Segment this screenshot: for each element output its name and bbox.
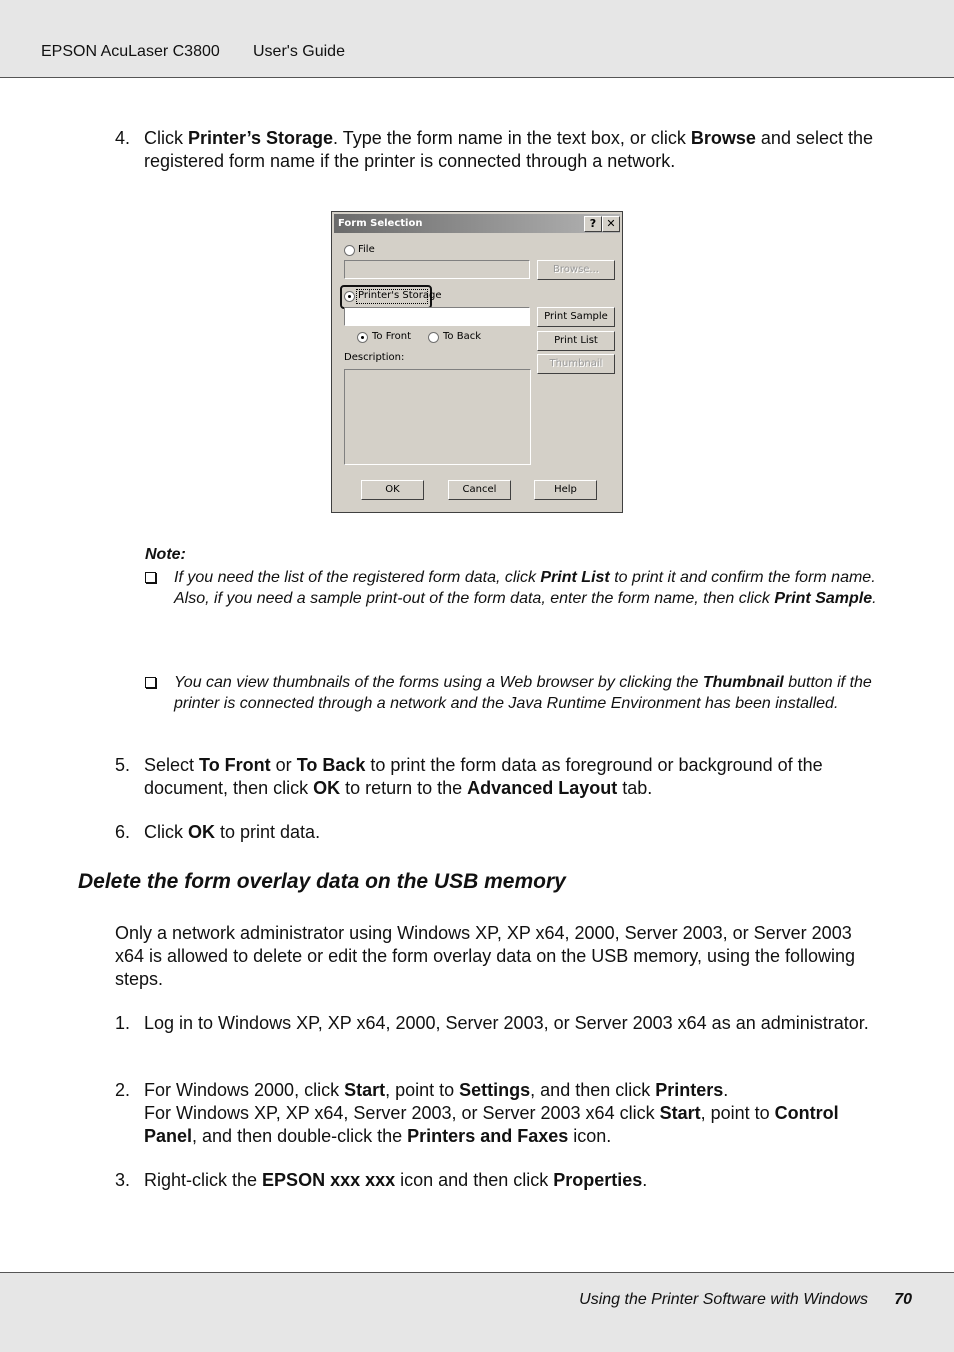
print-sample-button[interactable]: Print Sample — [537, 307, 615, 327]
note-text: If you need the list of the registered form data, click Print List to print it and confirm the form name. Also, if you need a sample print-out of the form data, enter the form name, then click Print Sample. — [174, 569, 877, 607]
bold-term: Control Panel — [144, 1103, 839, 1146]
step-number: 1. — [115, 1013, 131, 1033]
bold-term: OK — [313, 778, 341, 798]
step-text: Select To Front or To Back to print the form data as foreground or background of the document, then click OK to return to the Advanced Layout tab. — [144, 755, 823, 798]
file-radio[interactable] — [344, 245, 355, 256]
step-number: 6. — [115, 822, 131, 842]
bold-term: Advanced Layout — [467, 778, 618, 798]
printers-storage-label: Printer's Storage — [358, 290, 442, 301]
description-label: Description: — [344, 352, 405, 363]
step-text: For Windows 2000, click Start, point to Settings, and then click Printers. For Windows XP, XP x64, Server 2003, or Server 2003 x64 click Start, point to Control Panel, and then double-click the Printers and Faxes icon. — [144, 1080, 839, 1146]
description-area[interactable] — [344, 369, 531, 465]
step-text: Right-click the EPSON xxx xxx icon and then click Properties. — [144, 1170, 648, 1190]
bold-term: Start — [344, 1080, 386, 1100]
bold-term: Print List — [540, 569, 610, 586]
page-number: 70 — [894, 1291, 912, 1308]
step-text: Click Printer’s Storage. Type the form name in the text box, or click Browse and select the registered form name if the printer is connected through a network. — [144, 128, 874, 171]
bold-term: Settings — [459, 1080, 531, 1100]
bold-term: Printer’s Storage — [188, 128, 334, 148]
guide-title: User's Guide — [253, 43, 345, 60]
file-label: File — [358, 244, 375, 255]
thumbnail-button[interactable]: Thumbnail — [537, 354, 615, 374]
bold-term: Printers and Faxes — [407, 1126, 569, 1146]
close-icon[interactable]: ✕ — [602, 216, 620, 232]
section-heading: Delete the form overlay data on the USB memory — [78, 870, 566, 893]
to-front-label: To Front — [372, 331, 411, 342]
to-back-radio[interactable] — [428, 332, 439, 343]
cancel-button[interactable]: Cancel — [448, 480, 511, 500]
intro-paragraph: Only a network administrator using Windows XP, XP x64, 2000, Server 2003, or Server 2003 x64 is allowed to delete or edit the form overlay data on the USB memory, using the following steps. — [115, 923, 856, 989]
dialog-titlebar — [334, 214, 620, 233]
ok-button[interactable]: OK — [361, 480, 424, 500]
bullet-box-icon — [145, 677, 156, 688]
product-name: EPSON AcuLaser C3800 — [41, 43, 220, 60]
step-number: 3. — [115, 1170, 131, 1190]
step-number: 4. — [115, 128, 131, 148]
bold-term: EPSON xxx xxx — [262, 1170, 396, 1190]
form-selection-dialog — [331, 211, 623, 513]
file-path-field[interactable] — [344, 260, 530, 279]
bold-term: Printers — [655, 1080, 724, 1100]
step-number: 2. — [115, 1080, 131, 1100]
to-front-radio[interactable] — [357, 332, 368, 343]
page-footer — [0, 1272, 954, 1352]
bold-term: To Back — [296, 755, 366, 775]
to-back-label: To Back — [443, 331, 481, 342]
step-text: Click OK to print data. — [144, 822, 321, 842]
form-name-field[interactable] — [344, 307, 530, 326]
bold-term: Properties — [553, 1170, 643, 1190]
browse-button[interactable]: Browse... — [537, 260, 615, 280]
note-title: Note: — [145, 546, 186, 563]
dialog-title: Form Selection — [338, 218, 423, 229]
bold-term: To Front — [199, 755, 271, 775]
note-text: You can view thumbnails of the forms using a Web browser by clicking the Thumbnail button if the printer is connected through a network and the Java Runtime Environment has been installed. — [174, 674, 872, 712]
bold-term: Start — [659, 1103, 701, 1123]
bold-term: Thumbnail — [702, 674, 784, 691]
footer-section-title: Using the Printer Software with Windows — [579, 1291, 868, 1308]
step-number: 5. — [115, 755, 131, 775]
page-header — [0, 0, 954, 78]
bold-term: OK — [188, 822, 215, 842]
printers-storage-radio[interactable] — [344, 291, 355, 302]
step-text: Log in to Windows XP, XP x64, 2000, Server 2003, or Server 2003 x64 as an administrator. — [144, 1013, 869, 1033]
bold-term: Browse — [690, 128, 756, 148]
help-button[interactable]: Help — [534, 480, 597, 500]
print-list-button[interactable]: Print List — [537, 331, 615, 351]
bold-term: Print Sample — [774, 590, 873, 607]
help-question-icon[interactable]: ? — [584, 216, 602, 232]
bullet-box-icon — [145, 572, 156, 583]
